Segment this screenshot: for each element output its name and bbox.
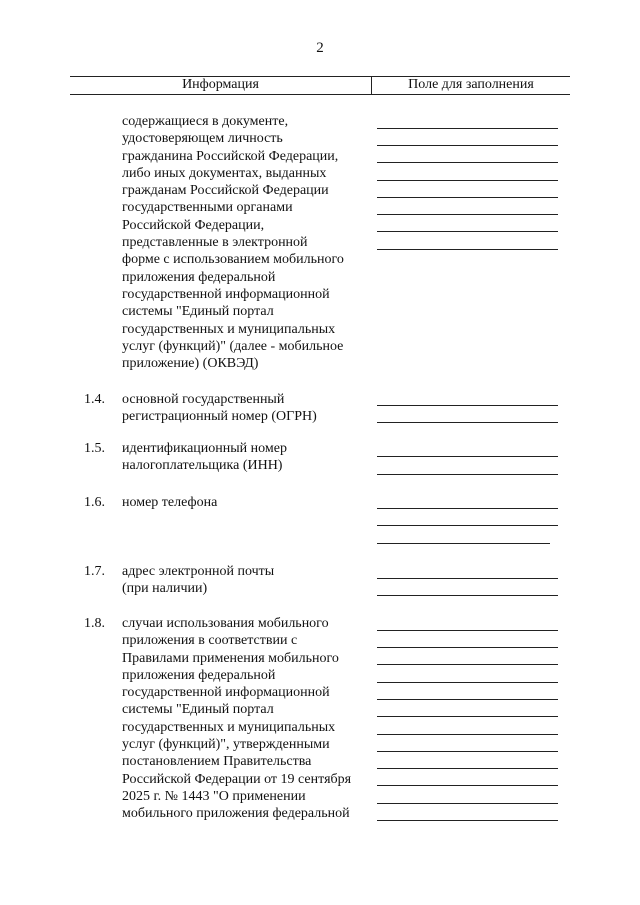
fill-line[interactable]	[377, 422, 558, 423]
fill-line[interactable]	[377, 647, 558, 648]
fill-line[interactable]	[377, 751, 558, 752]
text-line: мобильного приложения федеральной	[122, 806, 350, 822]
fill-line[interactable]	[377, 785, 558, 786]
fill-line[interactable]	[377, 456, 558, 457]
text-line: приложение) (ОКВЭД)	[122, 356, 259, 372]
text-line: постановлением Правительства	[122, 754, 312, 770]
text-line: адрес электронной почты	[122, 564, 275, 579]
header-bottom-rule	[70, 94, 570, 95]
fill-line[interactable]	[377, 543, 550, 544]
text-line: приложения в соответствии с	[122, 633, 298, 649]
text-line: системы "Единый портал	[122, 702, 274, 718]
text-line: государственной информационной	[122, 685, 330, 701]
fill-line[interactable]	[377, 180, 558, 181]
header-info-label: Информация	[182, 77, 259, 92]
fill-line[interactable]	[377, 578, 558, 579]
text-line: услуг (функций)" (далее - мобильное	[122, 338, 344, 354]
fill-line[interactable]	[377, 525, 558, 526]
text-line: гражданина Российской Федерации,	[122, 148, 339, 164]
text-line: основной государственный	[122, 392, 285, 407]
text-line: идентификационный номер	[122, 441, 287, 456]
fill-line[interactable]	[377, 145, 558, 146]
text-line: гражданам Российской Федерации	[122, 183, 329, 199]
text-line: 2025 г. № 1443 "О применении	[122, 788, 306, 804]
text-line: услуг (функций)", утвержденными	[122, 737, 330, 753]
fill-line[interactable]	[377, 682, 558, 683]
fill-line[interactable]	[377, 405, 558, 406]
text-line: либо иных документах, выданных	[122, 165, 327, 181]
fill-line[interactable]	[377, 474, 558, 475]
row-number: 1.6.	[84, 495, 105, 510]
text-line: приложения федеральной	[122, 269, 276, 285]
text-line: налогоплательщика (ИНН)	[122, 458, 283, 474]
text-line: системы "Единый портал	[122, 304, 274, 320]
fill-line[interactable]	[377, 231, 558, 232]
fill-line[interactable]	[377, 734, 558, 735]
text-line: регистрационный номер (ОГРН)	[122, 409, 317, 425]
text-line: форме с использованием мобильного	[122, 252, 344, 268]
page-number: 2	[316, 40, 324, 56]
fill-line[interactable]	[377, 595, 558, 596]
text-line: номер телефона	[122, 495, 218, 510]
row-number: 1.5.	[84, 441, 105, 456]
fill-line[interactable]	[377, 214, 558, 215]
text-line: содержащиеся в документе,	[122, 114, 289, 129]
text-line: Правилами применения мобильного	[122, 650, 339, 666]
fill-line[interactable]	[377, 508, 558, 509]
text-line: представленные в электронной	[122, 235, 308, 251]
row-text	[122, 615, 372, 823]
fill-line[interactable]	[377, 630, 558, 631]
row-number: 1.8.	[84, 616, 105, 631]
fill-line[interactable]	[377, 716, 558, 717]
text-line: государственной информационной	[122, 286, 330, 302]
text-line: (при наличии)	[122, 581, 208, 597]
text-line: государственными органами	[122, 200, 293, 216]
row-number: 1.4.	[84, 392, 105, 407]
fill-line[interactable]	[377, 128, 558, 129]
fill-line[interactable]	[377, 162, 558, 163]
fill-line[interactable]	[377, 197, 558, 198]
fill-line[interactable]	[377, 803, 558, 804]
text-line: Российской Федерации,	[122, 217, 265, 233]
text-line: Российской Федерации от 19 сентября	[122, 771, 352, 787]
row-text	[122, 494, 372, 511]
row-continuation-text	[122, 113, 372, 372]
row-number: 1.7.	[84, 564, 105, 579]
row-text	[122, 391, 372, 426]
fill-line[interactable]	[377, 699, 558, 700]
fill-line[interactable]	[377, 249, 558, 250]
fill-line[interactable]	[377, 820, 558, 821]
text-line: случаи использования мобильного	[122, 616, 329, 631]
text-line: приложения федеральной	[122, 667, 276, 683]
fill-line[interactable]	[377, 768, 558, 769]
row-text	[122, 440, 372, 475]
fill-line[interactable]	[377, 664, 558, 665]
header-field-label: Поле для заполнения	[408, 77, 534, 92]
row-text	[122, 563, 372, 598]
text-line: удостоверяющем личность	[122, 131, 283, 147]
text-line: государственных и муниципальных	[122, 321, 336, 337]
text-line: государственных и муниципальных	[122, 719, 336, 735]
